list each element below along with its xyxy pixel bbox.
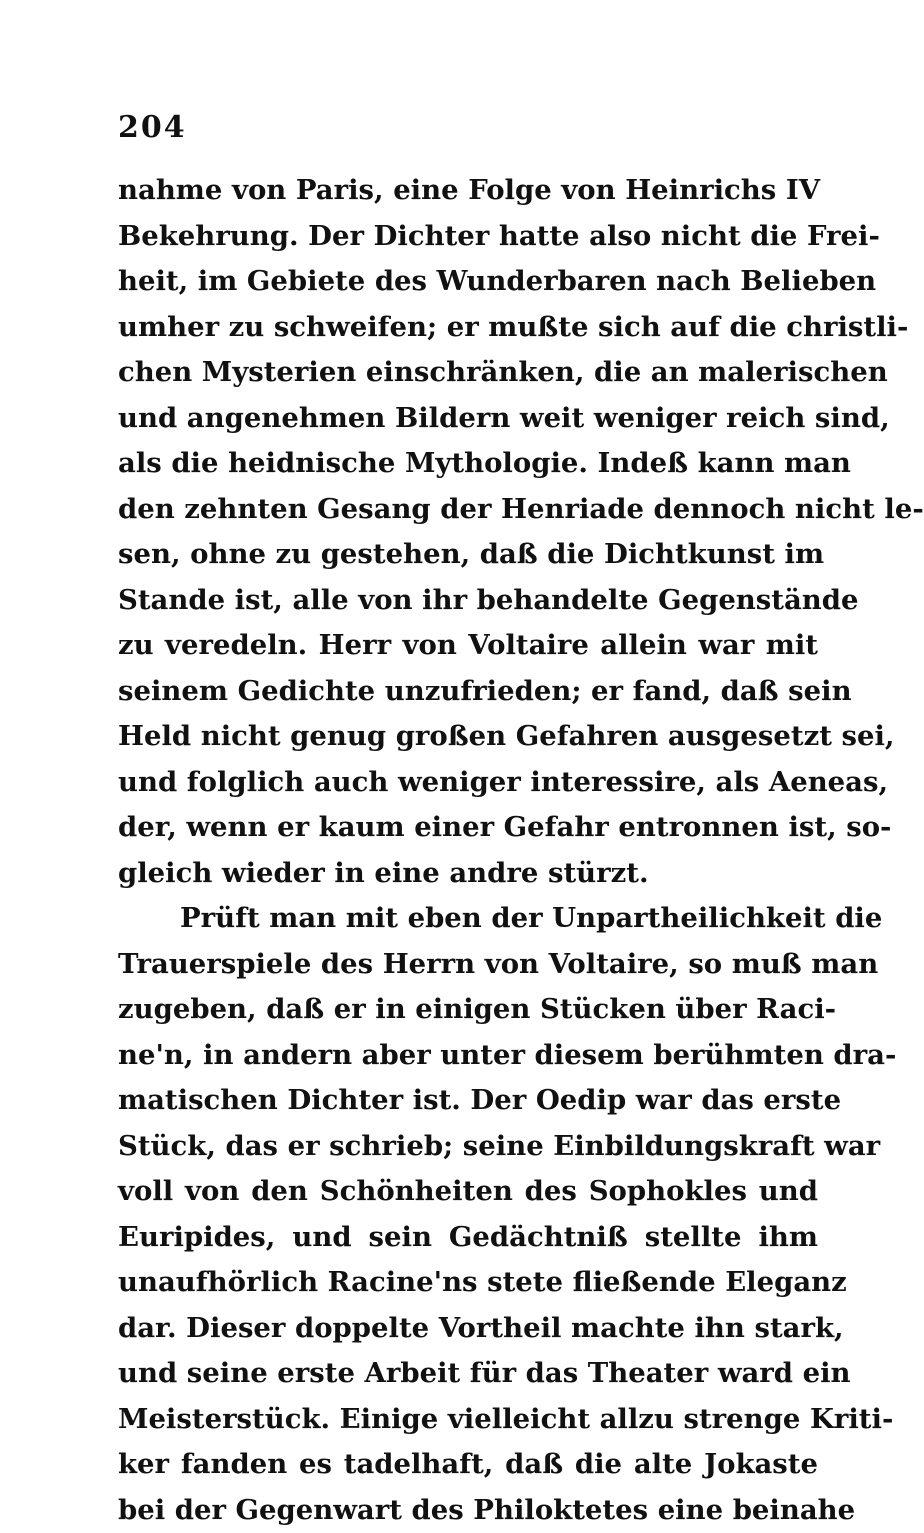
- text-line: matischen Dichter ist. Der Oedip war das erste: [118, 1078, 818, 1124]
- text-line: Trauerspiele des Herrn von Voltaire, so muß man: [118, 942, 818, 988]
- text-line: und seine erste Arbeit für das Theater ward ein: [118, 1351, 818, 1397]
- text-line: heit, im Gebiete des Wunderbaren nach Belieben: [118, 259, 818, 305]
- text-line: voll von den Schönheiten des Sophokles und: [118, 1169, 818, 1215]
- text-line: chen Mysterien einschränken, die an malerischen: [118, 350, 818, 396]
- text-line: Stande ist, alle von ihr behandelte Gegenstände: [118, 578, 818, 624]
- text-line: unaufhörlich Racine'ns stete fließende Eleganz: [118, 1260, 818, 1306]
- text-line: ne'n, in andern aber unter diesem berühmten dra-: [118, 1033, 818, 1079]
- text-line: Stück, das er schrieb; seine Einbildungskraft war: [118, 1124, 818, 1170]
- text-line: den zehnten Gesang der Henriade dennoch nicht le-: [118, 487, 818, 533]
- text-line: zugeben, daß er in einigen Stücken über Raci-: [118, 987, 818, 1033]
- text-line: bei der Gegenwart des Philoktetes eine beinahe: [118, 1488, 818, 1533]
- text-line: umher zu schweifen; er mußte sich auf die christli-: [118, 305, 818, 351]
- body-text: [118, 168, 818, 1533]
- text-line: zu veredeln. Herr von Voltaire allein war mit: [118, 623, 818, 669]
- text-line: Meisterstück. Einige vielleicht allzu strenge Kriti-: [118, 1397, 818, 1443]
- paragraph-start-line: Prüft man mit eben der Unpartheilichkeit die: [118, 896, 818, 942]
- text-line: Held nicht genug großen Gefahren ausgesetzt sei,: [118, 714, 818, 760]
- text-line: gleich wieder in eine andre stürzt.: [118, 851, 818, 897]
- text-line: sen, ohne zu gestehen, daß die Dichtkunst im: [118, 532, 818, 578]
- text-line: dar. Dieser doppelte Vortheil machte ihn stark,: [118, 1306, 818, 1352]
- text-line: als die heidnische Mythologie. Indeß kann man: [118, 441, 818, 487]
- text-line: seinem Gedichte unzufrieden; er fand, daß sein: [118, 669, 818, 715]
- text-line: und folglich auch weniger interessire, als Aeneas,: [118, 760, 818, 806]
- text-line: nahme von Paris, eine Folge von Heinrichs IV: [118, 168, 818, 214]
- page-number: 204: [118, 108, 187, 148]
- text-line: Euripides, und sein Gedächtniß stellte ihm: [118, 1215, 818, 1261]
- text-line: ker fanden es tadelhaft, daß die alte Jokaste: [118, 1442, 818, 1488]
- text-line: und angenehmen Bildern weit weniger reich sind,: [118, 396, 818, 442]
- text-line: Bekehrung. Der Dichter hatte also nicht die Frei-: [118, 214, 818, 260]
- text-line: der, wenn er kaum einer Gefahr entronnen ist, so-: [118, 805, 818, 851]
